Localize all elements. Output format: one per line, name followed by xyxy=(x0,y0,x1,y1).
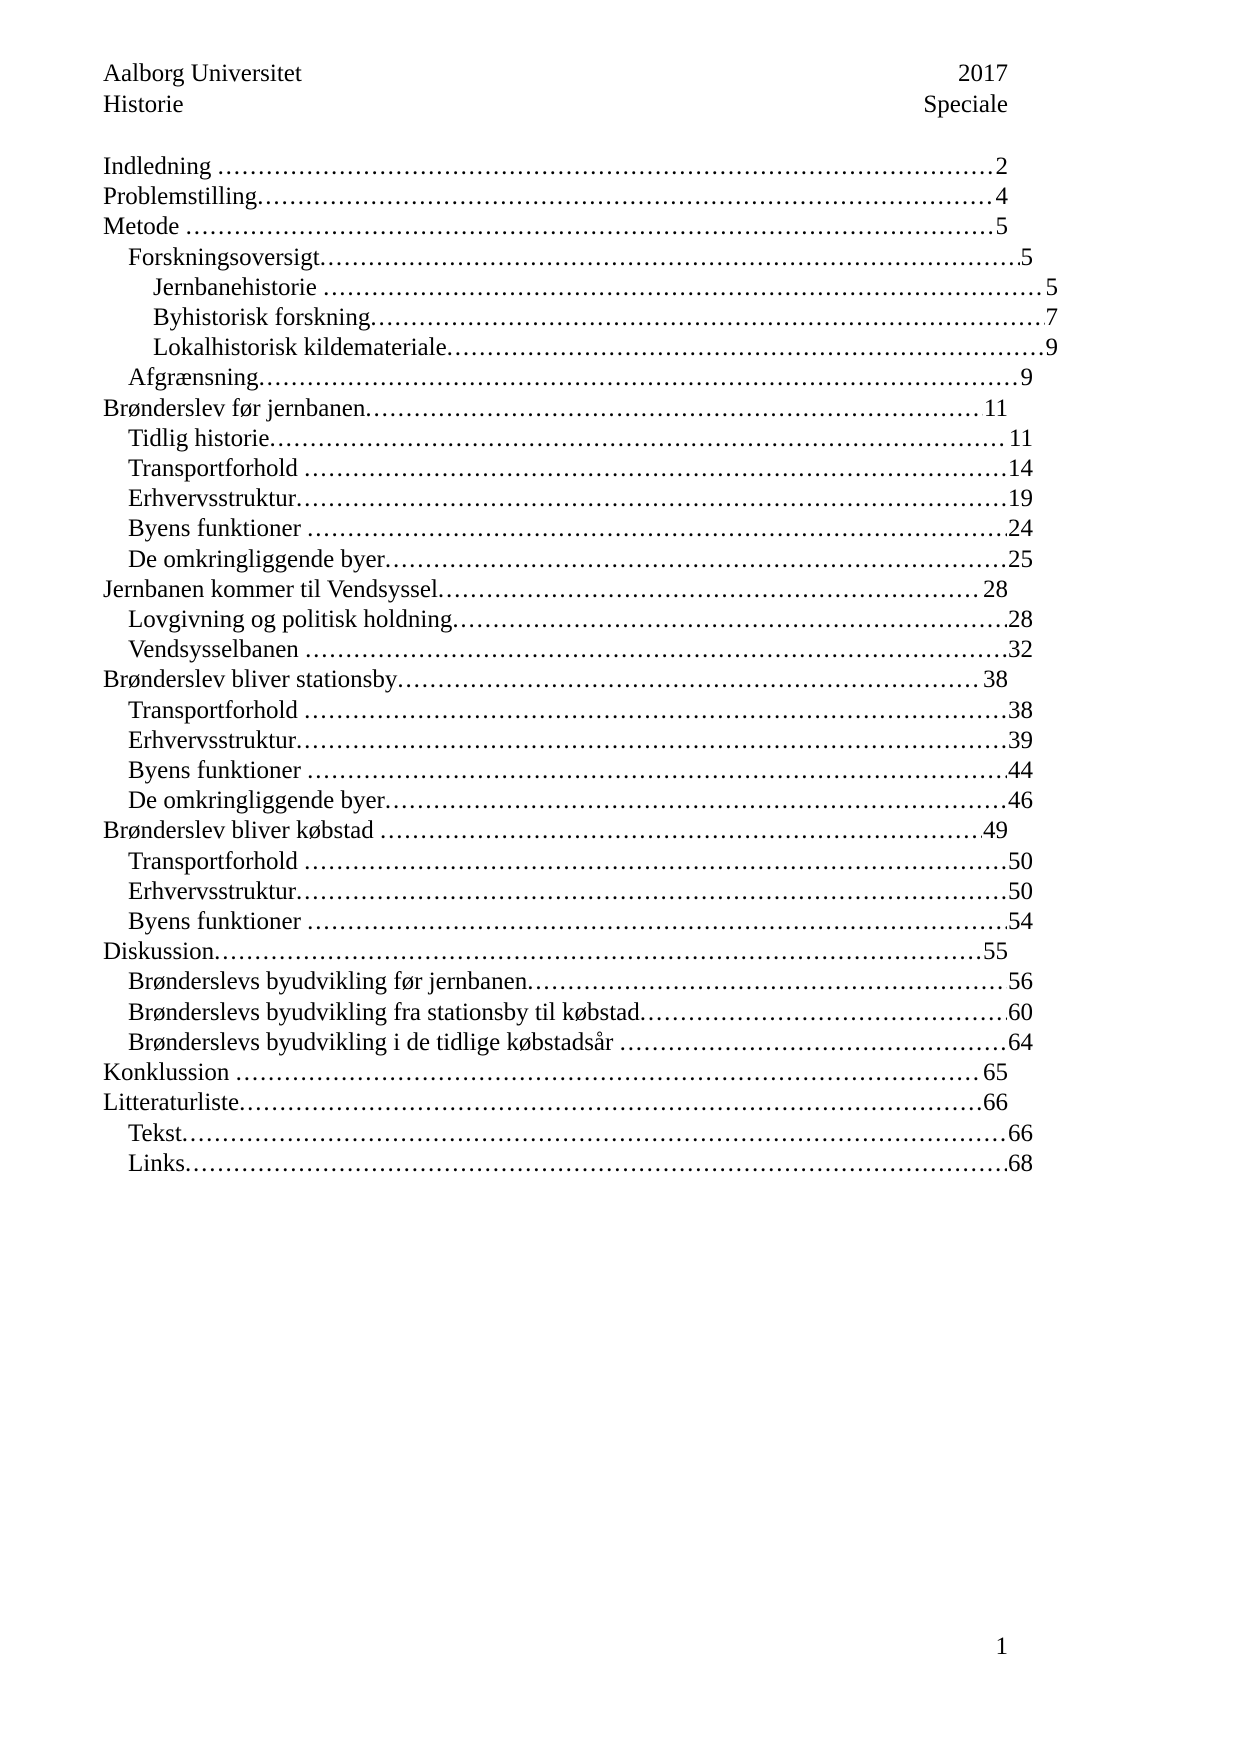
toc-entry[interactable] xyxy=(103,1058,1008,1088)
toc-dot-leader xyxy=(320,243,1020,273)
table-of-contents xyxy=(103,152,1058,1179)
toc-entry[interactable] xyxy=(103,696,1033,726)
toc-entry[interactable] xyxy=(103,847,1033,877)
toc-dot-leader xyxy=(365,394,983,424)
toc-entry-label: Transportforhold xyxy=(128,696,298,724)
toc-dot-leader xyxy=(182,1119,1007,1149)
toc-entry-page-number: 66 xyxy=(1008,1119,1033,1147)
toc-entry[interactable] xyxy=(103,1149,1033,1179)
toc-entry-page-number: 4 xyxy=(995,183,1008,211)
toc-entry-page-number: 2 xyxy=(995,153,1008,180)
toc-entry[interactable] xyxy=(103,333,1058,363)
toc-entry-label: Lovgivning og politisk holdning xyxy=(128,606,453,634)
toc-entry-page-number: 19 xyxy=(1008,485,1033,513)
toc-dot-leader xyxy=(305,635,1007,665)
toc-dot-leader xyxy=(385,786,1007,816)
toc-dot-leader xyxy=(323,273,1044,303)
toc-entry-label: Erhvervsstruktur xyxy=(128,485,297,513)
toc-entry[interactable] xyxy=(103,303,1058,333)
toc-dot-leader xyxy=(304,696,1007,726)
department-name: Historie xyxy=(103,91,184,118)
toc-entry[interactable] xyxy=(103,786,1033,816)
toc-entry-page-number: 39 xyxy=(1008,726,1033,754)
document-header xyxy=(103,58,1008,120)
toc-entry[interactable] xyxy=(103,756,1033,786)
toc-entry[interactable] xyxy=(103,212,1008,242)
toc-entry[interactable] xyxy=(103,394,1008,424)
toc-entry-label: Konklussion xyxy=(103,1059,230,1087)
toc-entry-label: Brønderslevs byudvikling i de tidlige købstadsår xyxy=(128,1028,614,1056)
footer-page-number: 1 xyxy=(995,1633,1008,1660)
toc-dot-leader xyxy=(185,1149,1007,1179)
toc-dot-leader xyxy=(438,575,982,605)
toc-entry-page-number: 66 xyxy=(983,1089,1008,1117)
toc-dot-leader xyxy=(370,303,1044,333)
institution-name: Aalborg Universitet xyxy=(103,60,302,87)
toc-entry-label: Tidlig historie xyxy=(128,424,270,452)
toc-entry[interactable] xyxy=(103,273,1058,303)
toc-entry-page-number: 11 xyxy=(1008,424,1033,452)
toc-entry-page-number: 7 xyxy=(1045,304,1058,332)
toc-entry-label: Tekst xyxy=(128,1119,182,1147)
toc-entry-label: Diskussion xyxy=(103,938,215,966)
toc-entry[interactable] xyxy=(103,1028,1033,1058)
toc-entry-page-number: 38 xyxy=(1008,696,1033,724)
toc-entry[interactable] xyxy=(103,182,1008,212)
toc-entry-label: Lokalhistorisk kildemateriale xyxy=(153,334,447,362)
toc-dot-leader xyxy=(304,847,1007,877)
toc-entry[interactable] xyxy=(103,454,1033,484)
toc-entry-page-number: 54 xyxy=(1008,908,1033,936)
toc-dot-leader xyxy=(259,363,1020,393)
toc-dot-leader xyxy=(527,967,1007,997)
toc-dot-leader xyxy=(380,816,982,846)
toc-entry[interactable] xyxy=(103,877,1033,907)
toc-entry[interactable] xyxy=(103,575,1008,605)
toc-entry-label: Transportforhold xyxy=(128,847,298,875)
toc-dot-leader xyxy=(269,424,1007,454)
header-row-institution xyxy=(103,58,1008,89)
toc-entry[interactable] xyxy=(103,937,1008,967)
toc-entry[interactable] xyxy=(103,514,1033,544)
toc-dot-leader xyxy=(239,1088,982,1118)
toc-entry-page-number: 5 xyxy=(1020,243,1033,271)
toc-dot-leader xyxy=(218,152,995,182)
toc-entry[interactable] xyxy=(103,243,1033,273)
document-type: Speciale xyxy=(923,91,1008,118)
toc-dot-leader xyxy=(620,1028,1007,1058)
toc-entry-page-number: 44 xyxy=(1008,757,1033,785)
toc-entry[interactable] xyxy=(103,665,1008,695)
document-year: 2017 xyxy=(958,60,1008,87)
toc-entry[interactable] xyxy=(103,424,1033,454)
toc-dot-leader xyxy=(296,726,1007,756)
toc-entry-label: Brønderslev bliver købstad xyxy=(103,817,374,845)
toc-entry-label: Brønderslev før jernbanen xyxy=(103,394,366,422)
toc-entry[interactable] xyxy=(103,726,1033,756)
toc-dot-leader xyxy=(307,756,1007,786)
toc-entry-page-number: 24 xyxy=(1008,515,1033,543)
toc-entry-page-number: 32 xyxy=(1008,636,1033,664)
toc-dot-leader xyxy=(447,333,1045,363)
toc-entry[interactable] xyxy=(103,484,1033,514)
toc-entry-page-number: 65 xyxy=(983,1059,1008,1087)
toc-entry[interactable] xyxy=(103,1088,1008,1118)
toc-entry-label: Afgrænsning xyxy=(128,364,259,392)
toc-entry[interactable] xyxy=(103,816,1008,846)
toc-dot-leader xyxy=(452,605,1007,635)
toc-dot-leader xyxy=(186,212,995,242)
toc-entry-page-number: 68 xyxy=(1008,1149,1033,1177)
toc-dot-leader xyxy=(307,514,1007,544)
toc-dot-leader xyxy=(640,998,1007,1028)
document-footer xyxy=(103,1632,1008,1662)
toc-dot-leader xyxy=(304,454,1007,484)
toc-dot-leader xyxy=(307,907,1007,937)
toc-entry-label: Vendsysselbanen xyxy=(128,636,299,664)
toc-entry-page-number: 55 xyxy=(983,938,1008,966)
toc-entry-page-number: 49 xyxy=(983,817,1008,845)
toc-dot-leader xyxy=(257,182,994,212)
toc-entry-label: Erhvervsstruktur xyxy=(128,726,297,754)
toc-entry-page-number: 9 xyxy=(1020,364,1033,392)
toc-dot-leader xyxy=(214,937,982,967)
toc-entry-label: Litteraturliste xyxy=(103,1089,240,1117)
toc-entry-page-number: 50 xyxy=(1008,847,1033,875)
toc-entry-label: Byens funktioner xyxy=(128,515,301,543)
toc-entry-page-number: 5 xyxy=(1045,273,1058,301)
toc-entry-label: Metode xyxy=(103,213,180,241)
toc-entry[interactable] xyxy=(103,635,1033,665)
toc-entry[interactable] xyxy=(103,545,1033,575)
toc-entry-page-number: 50 xyxy=(1008,877,1033,905)
toc-entry-label: Brønderslevs byudvikling fra stationsby til købstad xyxy=(128,998,640,1026)
header-row-department xyxy=(103,89,1008,120)
toc-entry[interactable] xyxy=(103,363,1033,393)
toc-entry-label: Jernbanen kommer til Vendsyssel xyxy=(103,575,438,603)
toc-entry-label: Brønderslev bliver stationsby xyxy=(103,666,398,694)
toc-entry-label: Byens funktioner xyxy=(128,908,301,936)
toc-entry[interactable] xyxy=(103,907,1033,937)
toc-entry-label: Indledning xyxy=(103,153,212,180)
toc-entry-page-number: 14 xyxy=(1008,455,1033,483)
toc-entry-label: Byens funktioner xyxy=(128,757,301,785)
toc-entry-label: Transportforhold xyxy=(128,455,298,483)
toc-entry-label: Forskningsoversigt xyxy=(128,243,320,271)
toc-dot-leader xyxy=(385,545,1007,575)
toc-entry-label: Problemstilling xyxy=(103,183,258,211)
toc-entry-page-number: 64 xyxy=(1008,1028,1033,1056)
toc-entry-label: Links xyxy=(128,1149,185,1177)
toc-entry-label: Jernbanehistorie xyxy=(153,273,317,301)
toc-entry-page-number: 38 xyxy=(983,666,1008,694)
toc-dot-leader xyxy=(397,665,982,695)
toc-entry[interactable] xyxy=(103,967,1033,997)
toc-entry-label: Erhvervsstruktur xyxy=(128,877,297,905)
toc-entry-page-number: 56 xyxy=(1008,968,1033,996)
toc-entry-page-number: 60 xyxy=(1008,998,1033,1026)
toc-entry-page-number: 5 xyxy=(995,213,1008,241)
toc-entry-page-number: 9 xyxy=(1045,334,1058,362)
toc-entry-page-number: 28 xyxy=(983,575,1008,603)
toc-entry[interactable] xyxy=(103,1119,1033,1149)
toc-dot-leader xyxy=(236,1058,982,1088)
toc-dot-leader xyxy=(296,877,1007,907)
toc-entry-label: Brønderslevs byudvikling før jernbanen xyxy=(128,968,528,996)
toc-entry-page-number: 28 xyxy=(1008,606,1033,634)
toc-entry-label: Byhistorisk forskning xyxy=(153,304,371,332)
toc-entry-label: De omkringliggende byer xyxy=(128,545,385,573)
toc-entry[interactable] xyxy=(103,605,1033,635)
toc-entry-page-number: 11 xyxy=(983,394,1008,422)
toc-entry-page-number: 46 xyxy=(1008,787,1033,815)
toc-entry-label: De omkringliggende byer xyxy=(128,787,385,815)
toc-entry[interactable] xyxy=(103,152,1008,182)
toc-dot-leader xyxy=(296,484,1007,514)
toc-entry[interactable] xyxy=(103,998,1033,1028)
toc-entry-page-number: 25 xyxy=(1008,545,1033,573)
